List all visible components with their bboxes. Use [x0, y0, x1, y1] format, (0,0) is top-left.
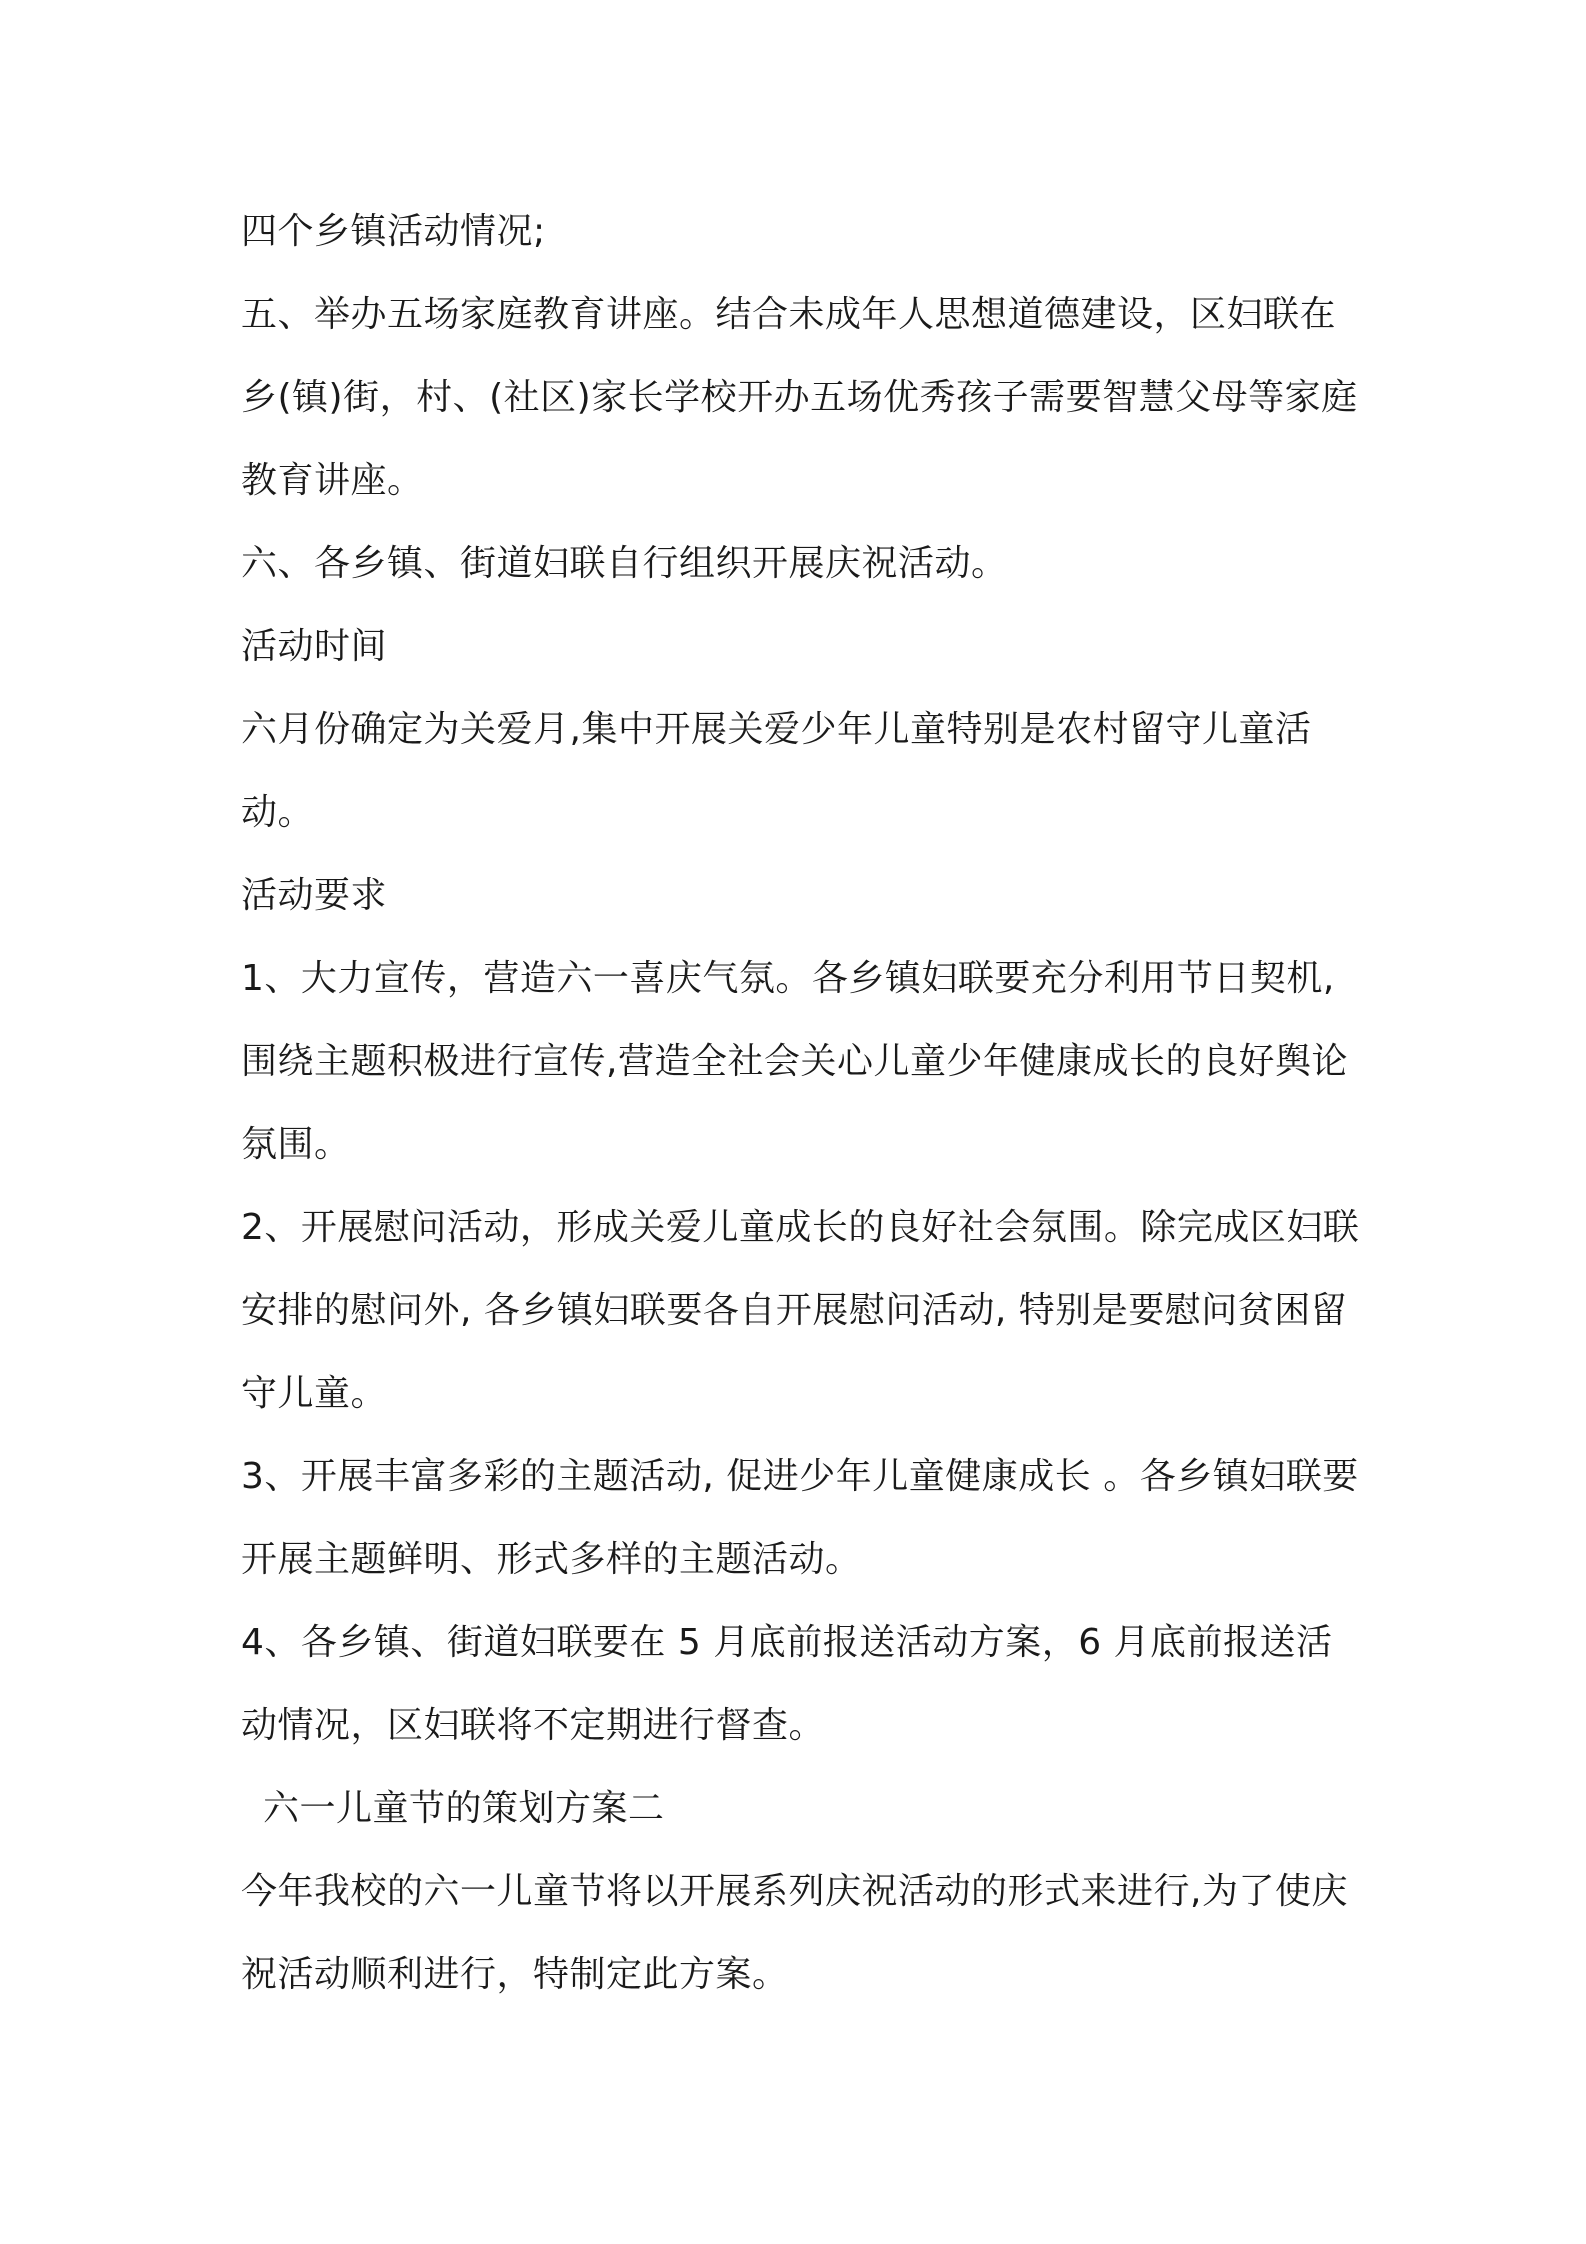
- paragraph-plan-two-intro: 今年我校的六一儿童节将以开展系列庆祝活动的形式来进行,为了使庆祝活动顺利进行，特制定此方案。: [241, 1871, 1348, 1995]
- paragraph-requirement-3: 3、开展丰富多彩的主题活动, 促进少年儿童健康成长 。各乡镇妇联要开展主题鲜明、形式多样的主题活动。: [241, 1456, 1359, 1580]
- paragraph-requirement-1: 1、大力宣传，营造六一喜庆气氛。各乡镇妇联要充分利用节日契机,围绕主题积极进行宣传,营造全社会关心儿童少年健康成长的良好舆论氛围。: [241, 958, 1348, 1165]
- heading-plan-two: 六一儿童节的策划方案二: [263, 1788, 665, 1829]
- heading-activity-time: 活动时间: [241, 626, 388, 667]
- document-body: [241, 190, 1361, 2016]
- paragraph-township-activity: 四个乡镇活动情况;: [241, 211, 546, 252]
- paragraph-requirement-4: 4、各乡镇、街道妇联要在 5 月底前报送活动方案，6 月底前报送活动情况，区妇联将不定期进行督查。: [241, 1622, 1333, 1746]
- paragraph-requirement-2: 2、开展慰问活动，形成关爱儿童成长的良好社会氛围。除完成区妇联安排的慰问外, 各乡镇妇联要各自开展慰问活动, 特别是要慰问贫困留守儿童。: [241, 1207, 1360, 1414]
- paragraph-item-six: 六、各乡镇、街道妇联自行组织开展庆祝活动。: [241, 543, 1008, 584]
- heading-activity-requirements: 活动要求: [241, 875, 388, 916]
- paragraph-item-five: 五、举办五场家庭教育讲座。结合未成年人思想道德建设，区妇联在乡(镇)街，村、(社区)家长学校开办五场优秀孩子需要智慧父母等家庭教育讲座。: [241, 294, 1358, 501]
- paragraph-activity-time: 六月份确定为关爱月,集中开展关爱少年儿童特别是农村留守儿童活动。: [241, 709, 1312, 833]
